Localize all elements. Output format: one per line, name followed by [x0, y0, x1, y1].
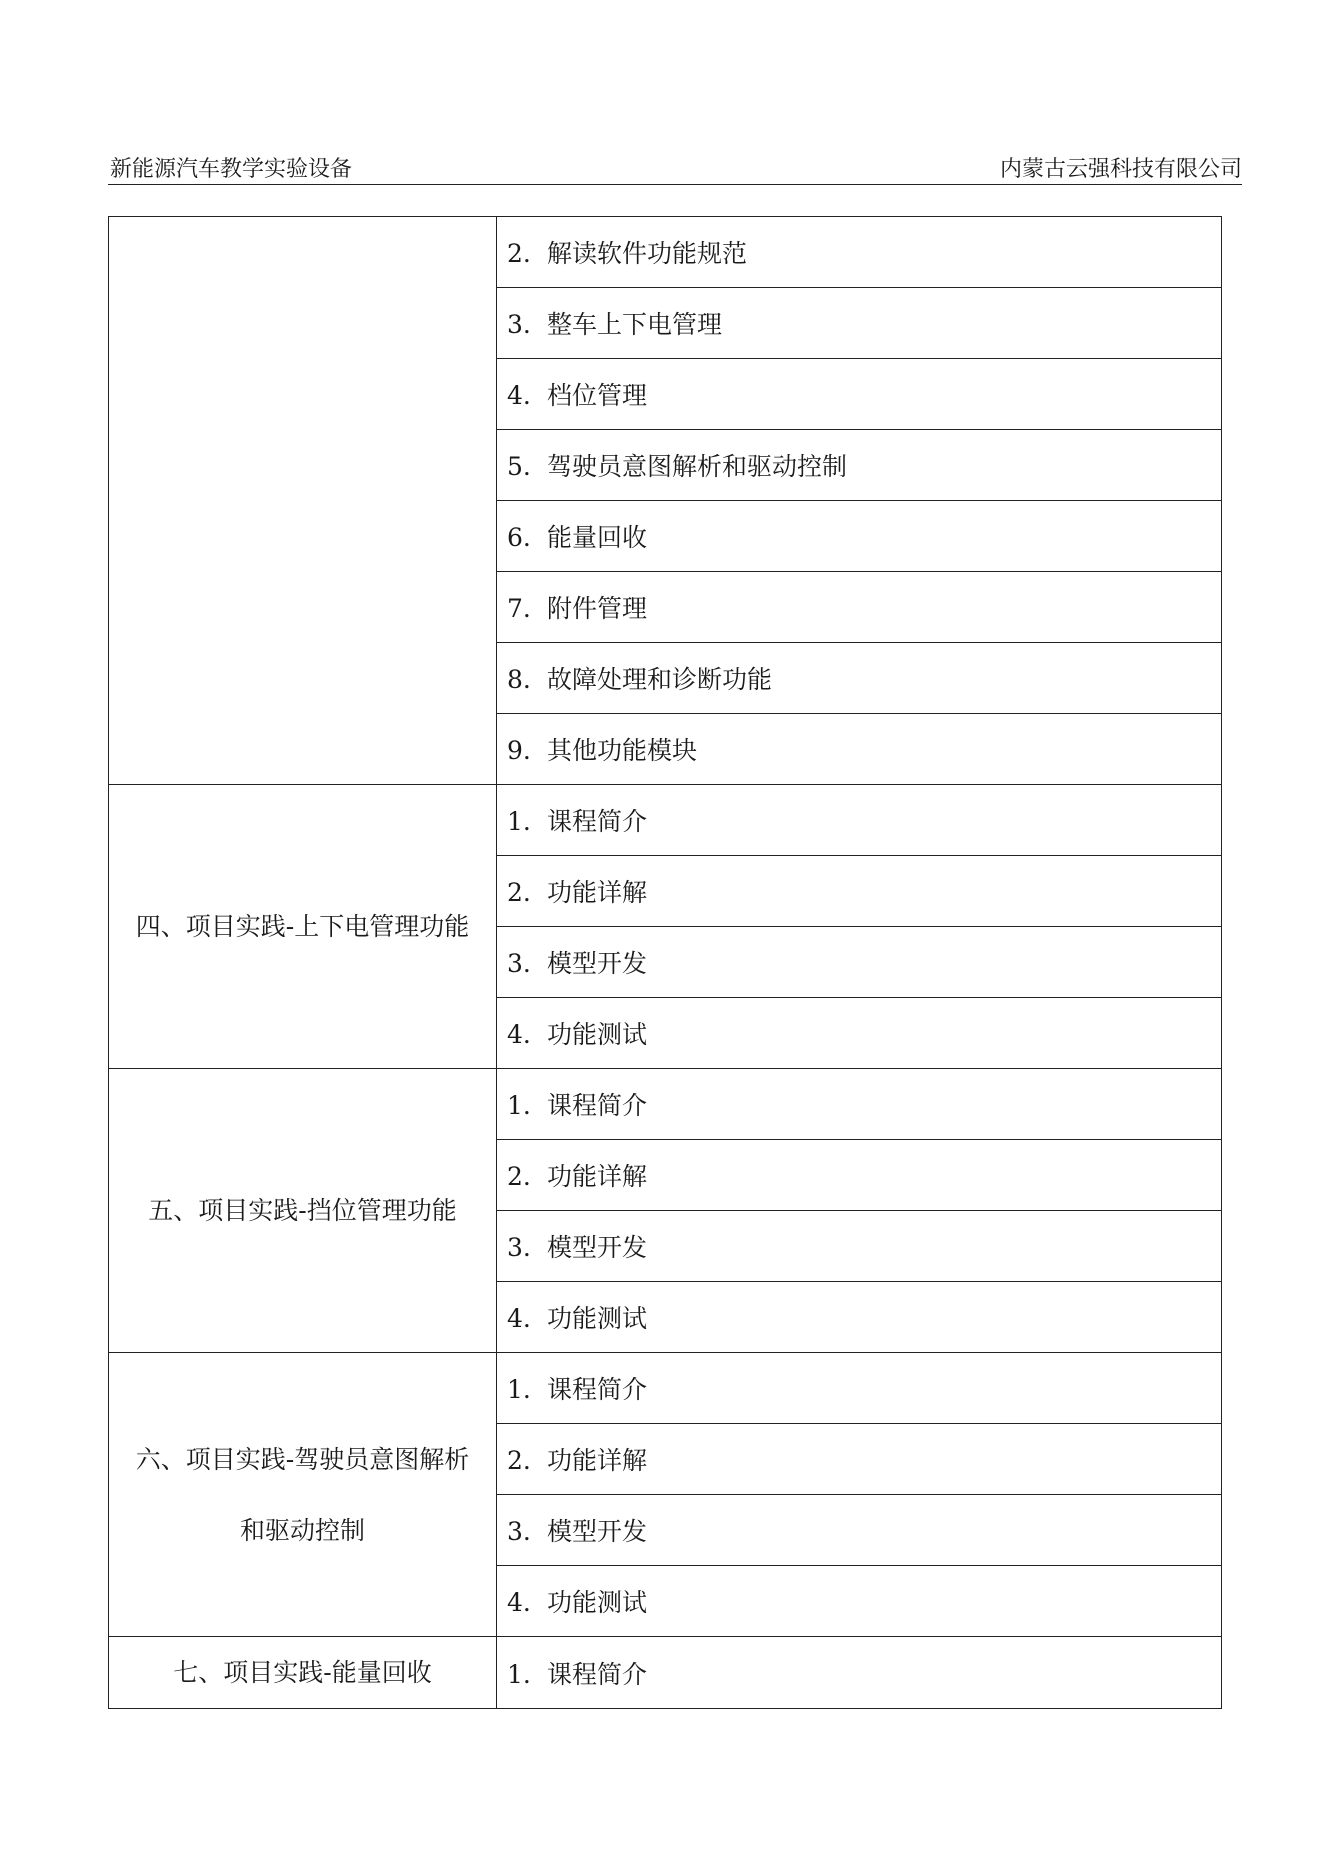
lesson-item-number: 1. — [507, 807, 531, 836]
lesson-item-cell — [497, 1637, 1222, 1709]
lesson-item-text: 课程简介 — [547, 1659, 648, 1689]
lesson-item-text: 驾驶员意图解析和驱动控制 — [547, 452, 848, 481]
lesson-item-number: 3. — [507, 1233, 531, 1262]
lesson-item-cell — [497, 430, 1222, 501]
lesson-item-text: 课程简介 — [547, 807, 648, 836]
lesson-item-number: 4. — [507, 1304, 531, 1333]
lesson-item-number: 4. — [507, 1588, 531, 1617]
lesson-item-number: 2. — [507, 1446, 531, 1475]
lesson-item-cell — [497, 217, 1222, 288]
lesson-item-text: 功能测试 — [547, 1020, 648, 1049]
lesson-item-cell — [497, 856, 1222, 927]
lesson-item-text: 课程简介 — [547, 1375, 648, 1404]
lesson-item-cell — [497, 998, 1222, 1069]
header-product-title: 新能源汽车教学实验设备 — [110, 157, 353, 182]
lesson-item-number: 6. — [507, 523, 531, 552]
lesson-item-number: 7. — [507, 594, 531, 623]
table-row — [109, 1353, 1222, 1424]
lesson-item-cell — [497, 501, 1222, 572]
lesson-item-text: 档位管理 — [547, 381, 648, 410]
table-row — [109, 217, 1222, 288]
module-title-cell: 五、项目实践-挡位管理功能 — [109, 1069, 497, 1353]
lesson-item-number: 9. — [507, 736, 531, 765]
lesson-item-cell — [497, 1140, 1222, 1211]
lesson-item-cell — [497, 288, 1222, 359]
lesson-item-text: 故障处理和诊断功能 — [547, 665, 773, 694]
lesson-item-cell — [497, 572, 1222, 643]
lesson-item-cell — [497, 1069, 1222, 1140]
lesson-item-text: 模型开发 — [547, 1233, 648, 1262]
lesson-item-text: 功能测试 — [547, 1588, 648, 1617]
lesson-item-text: 能量回收 — [547, 523, 648, 552]
module-title-cell — [109, 217, 497, 785]
lesson-item-cell — [497, 1495, 1222, 1566]
lesson-item-cell — [497, 785, 1222, 856]
lesson-item-text: 整车上下电管理 — [547, 310, 723, 339]
lesson-item-text: 课程简介 — [547, 1091, 648, 1120]
lesson-item-number: 1. — [507, 1659, 531, 1689]
table-row — [109, 1069, 1222, 1140]
lesson-item-number: 1. — [507, 1091, 531, 1120]
module-title-cell: 六、项目实践-驾驶员意图解析 和驱动控制 — [109, 1353, 497, 1637]
lesson-item-cell — [497, 1211, 1222, 1282]
lesson-item-cell — [497, 359, 1222, 430]
lesson-item-number: 4. — [507, 381, 531, 410]
lesson-item-number: 3. — [507, 1517, 531, 1546]
course-outline-table — [108, 216, 1222, 1709]
lesson-item-text: 附件管理 — [547, 594, 648, 623]
module-title-cell: 四、项目实践-上下电管理功能 — [109, 785, 497, 1069]
lesson-item-number: 2. — [507, 878, 531, 907]
lesson-item-number: 8. — [507, 665, 531, 694]
lesson-item-cell — [497, 1424, 1222, 1495]
header-company-name: 内蒙古云强科技有限公司 — [999, 157, 1242, 182]
lesson-item-text: 功能详解 — [547, 1162, 648, 1191]
lesson-item-number: 2. — [507, 1162, 531, 1191]
lesson-item-cell — [497, 714, 1222, 785]
table-row — [109, 785, 1222, 856]
lesson-item-text: 功能测试 — [547, 1304, 648, 1333]
lesson-item-cell — [497, 1282, 1222, 1353]
lesson-item-text: 其他功能模块 — [547, 736, 698, 765]
lesson-item-text: 模型开发 — [547, 949, 648, 978]
lesson-item-cell — [497, 643, 1222, 714]
lesson-item-number: 3. — [507, 310, 531, 339]
lesson-item-number: 1. — [507, 1375, 531, 1404]
lesson-item-cell — [497, 927, 1222, 998]
lesson-item-number: 5. — [507, 452, 531, 481]
lesson-item-cell — [497, 1353, 1222, 1424]
module-title-cell: 七、项目实践-能量回收 — [109, 1637, 497, 1709]
page-header — [108, 156, 1242, 185]
table-row — [109, 1637, 1222, 1709]
lesson-item-text: 功能详解 — [547, 1446, 648, 1475]
lesson-item-number: 3. — [507, 949, 531, 978]
lesson-item-text: 模型开发 — [547, 1517, 648, 1546]
lesson-item-text: 解读软件功能规范 — [547, 239, 748, 268]
lesson-item-cell — [497, 1566, 1222, 1637]
lesson-item-text: 功能详解 — [547, 878, 648, 907]
lesson-item-number: 2. — [507, 239, 531, 268]
lesson-item-number: 4. — [507, 1020, 531, 1049]
